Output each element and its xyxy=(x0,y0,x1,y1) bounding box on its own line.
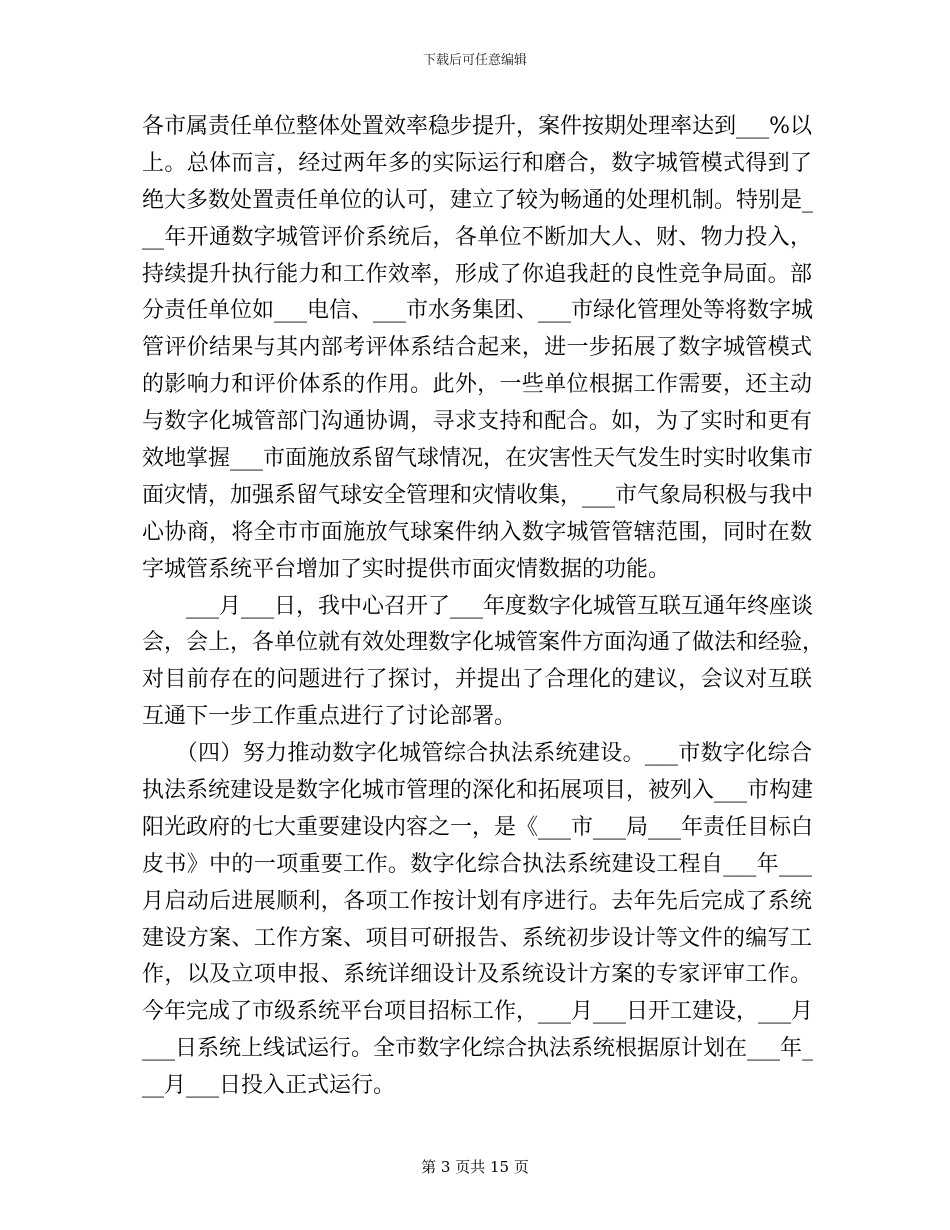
body-line: 面灾情，加强系留气球安全管理和灾情收集，___市气象局积极与我中 xyxy=(142,482,814,508)
body-line: 建设方案、工作方案、项目可研报告、系统初步设计等文件的编写工 xyxy=(142,925,812,951)
body-line: 执法系统建设是数字化城市管理的深化和拓展项目，被列入___市构建 xyxy=(142,778,814,804)
document-body xyxy=(142,109,825,1105)
body-line: 阳光政府的七大重要建设内容之一，是《___市___局___年责任目标白 xyxy=(142,814,814,840)
body-line: __年开通数字城管评价系统后，各单位不断加大人、财、物力投入， xyxy=(142,224,812,250)
body-line: 与数字化城管部门沟通协调，寻求支持和配合。如，为了实时和更有 xyxy=(142,409,812,435)
body-line: 各市属责任单位整体处置效率稳步提升，案件按期处理率达到___%以 xyxy=(142,114,812,139)
body-line: 今年完成了市级系统平台项目招标工作，___月___日开工建设，___月 xyxy=(142,999,814,1025)
body-line: （四）努力推动数字化城管综合执法系统建设。___市数字化综合 xyxy=(142,741,812,767)
page-footer: 第 3 页共 15 页 xyxy=(421,1158,529,1176)
body-line: 的影响力和评价体系的作用。此外，一些单位根据工作需要，还主动 xyxy=(142,372,812,398)
body-line: 绝大多数处置责任单位的认可，建立了较为畅通的处理机制。特别是_ xyxy=(142,187,814,213)
page-header: 下载后可任意编辑 xyxy=(422,53,527,68)
body-line: 月启动后进展顺利，各项工作按计划有序进行。去年先后完成了系统 xyxy=(142,888,812,914)
body-line: 持续提升执行能力和工作效率，形成了你追我赶的良性竞争局面。部 xyxy=(142,261,812,287)
body-line: ___日系统上线试运行。全市数字化综合执法系统根据原计划在___年_ xyxy=(142,1036,814,1062)
body-line: 分责任单位如___电信、___市水务集团、___市绿化管理处等将数字城 xyxy=(142,298,814,324)
body-line: 互通下一步工作重点进行了讨论部署。 xyxy=(142,704,517,730)
body-line: 皮书》中的一项重要工作。数字化综合执法系统建设工程自___年___ xyxy=(142,851,812,877)
body-line: __月___日投入正式运行。 xyxy=(142,1073,396,1099)
body-line: 效地掌握___市面施放系留气球情况，在灾害性天气发生时实时收集市 xyxy=(142,446,814,472)
body-line: ___月___日，我中心召开了___年度数字化城管互联互通年终座谈 xyxy=(142,593,814,619)
body-line: 上。总体而言，经过两年多的实际运行和磨合，数字城管模式得到了 xyxy=(142,150,812,176)
body-line: 对目前存在的问题进行了探讨，并提出了合理化的建议，会议对互联 xyxy=(142,667,812,693)
body-line: 作，以及立项申报、系统详细设计及系统设计方案的专家评审工作。 xyxy=(142,962,812,988)
body-line: 字城管系统平台增加了实时提供市面灾情数据的功能。 xyxy=(142,556,671,582)
body-line: 心协商，将全市市面施放气球案件纳入数字城管管辖范围，同时在数 xyxy=(142,519,812,545)
body-line: 会，会上，各单位就有效处理数字化城管案件方面沟通了做法和经验， xyxy=(142,630,825,656)
body-line: 管评价结果与其内部考评体系结合起来，进一步拓展了数字城管模式 xyxy=(142,335,812,361)
